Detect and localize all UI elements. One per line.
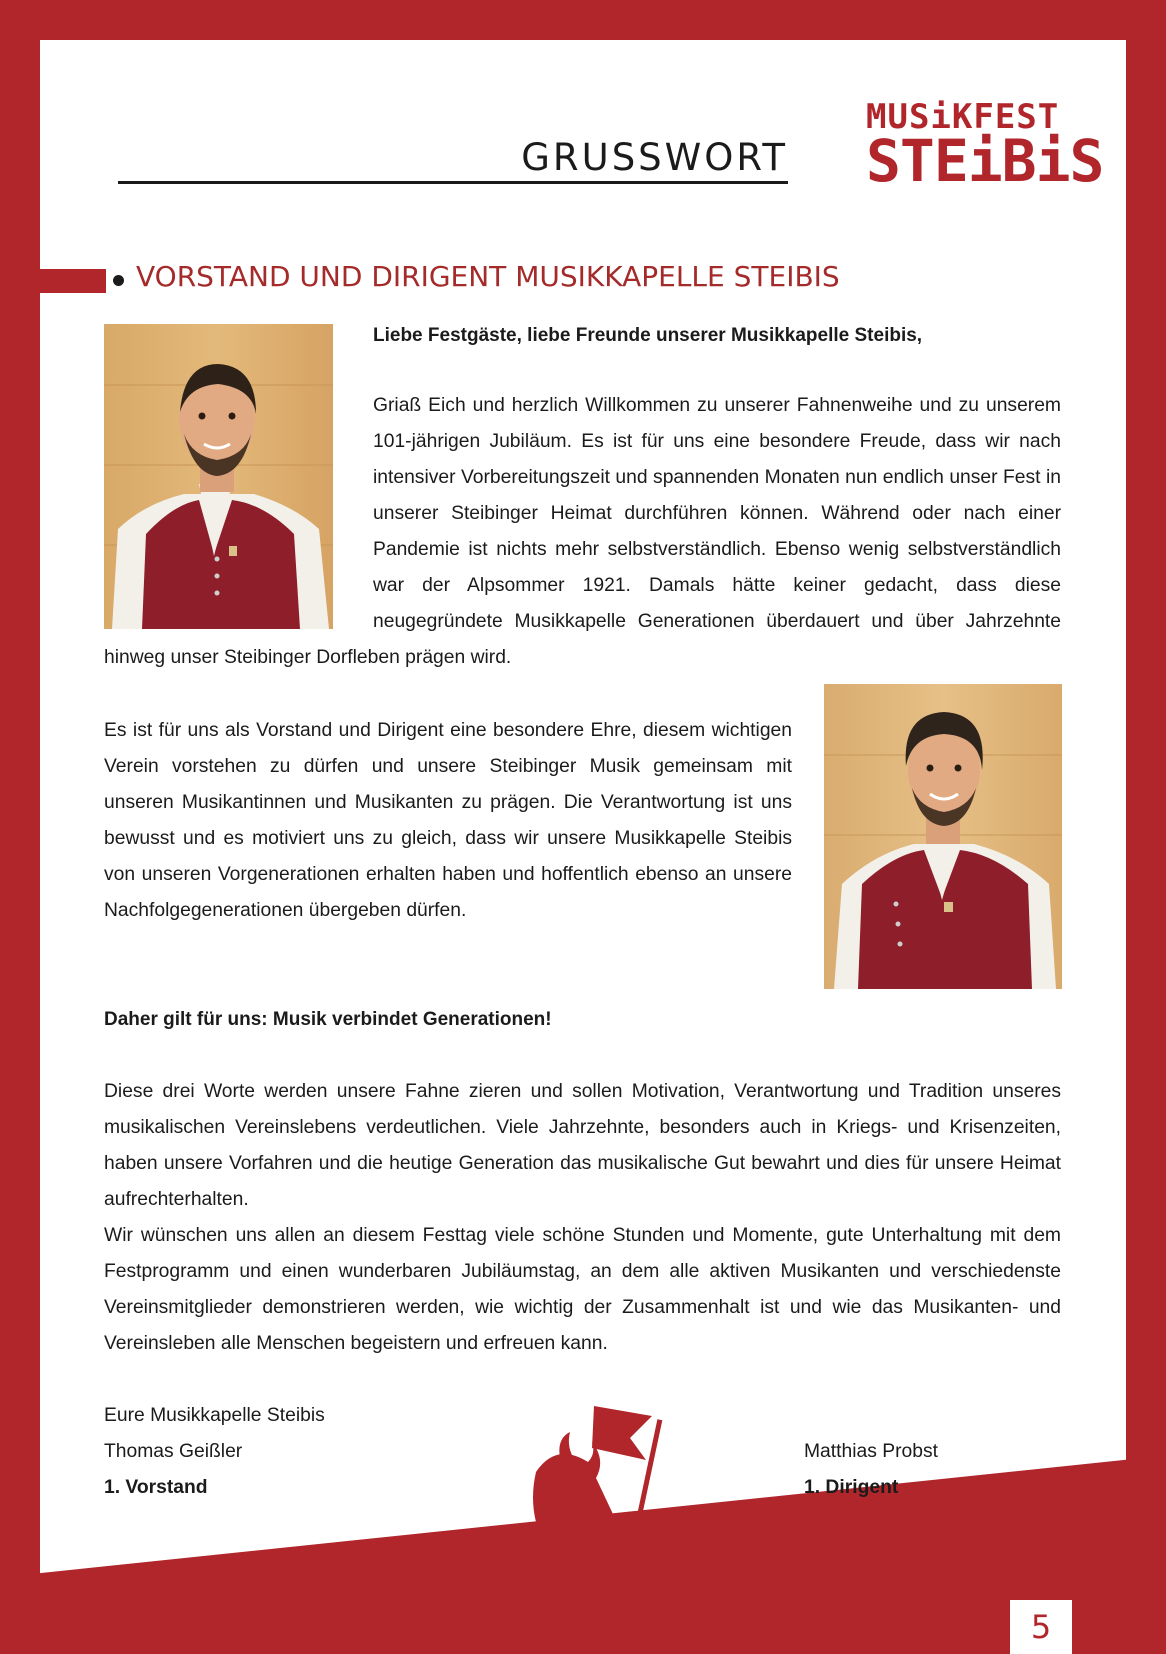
photo-wrap-spacer [104,388,373,636]
letter-paragraphs-3-4 [104,1074,1061,1362]
signature-right [804,1434,938,1506]
signer-role-left: 1. Vorstand [104,1477,208,1498]
paragraph-1-text: Griaß Eich und herzlich Willkommen zu unserer Fahnenweihe und zu unserem 101-jährigen Jubiläum. Es ist für uns eine besondere Freude, dass wir nach intensiver Vorbereitungszeit und spannenden Monaten nun endlich unser Fest in unserer Steibinger Heimat durchführen können. Während oder nach einer Pandemie ist nichts mehr selbstverständlich. Ebenso wenig selbstverständlich war der Alpsommer 1921. Damals hätte keiner gedacht, dass diese neugegründete Musikkapelle Generationen überdauert und über Jahrzehnte hinweg unser Steibinger Dorfleben prägen wird. [104,395,1061,668]
signer-name-right: Matthias Probst [804,1441,938,1462]
paragraph-3-text: Diese drei Worte werden unsere Fahne zieren und sollen Motivation, Verantwortung und Tradition unseres musikalischen Vereinslebens verdeutlichen. Viele Jahrzehnte, besonders auch in Kriegs- und Krisenzeiten, haben unsere Vorfahren und die heutige Generation das musikalische Gut bewahrt und dies für unsere Heimat aufrechterhalten. [104,1081,1061,1210]
letter-paragraph-1 [104,388,1061,676]
section-heading: VORSTAND UND DIRIGENT MUSIKKAPELLE STEIBIS [136,260,840,293]
logo-line-1: MUSiKFEST [866,97,1060,137]
photo-dirigent [824,684,1062,989]
page-title: GRUSSWORT [521,136,788,179]
page-number: 5 [1010,1600,1072,1654]
letter-salutation: Liebe Festgäste, liebe Freunde unserer Musikkapelle Steibis, [373,325,923,346]
logo-line-2: STEiBiS [866,127,1104,195]
section-marker-bar [40,269,106,293]
closing-line: Eure Musikkapelle Steibis [104,1405,325,1426]
signer-role-right: 1. Dirigent [804,1477,899,1498]
musikfest-logo [866,97,1104,195]
letter-motto: Daher gilt für uns: Musik verbindet Generationen! [104,1009,552,1030]
signer-name-left: Thomas Geißler [104,1441,243,1462]
bullet-icon [113,275,124,286]
title-underline [118,181,788,184]
letter-paragraph-2: Es ist für uns als Vorstand und Dirigent eine besondere Ehre, diesem wichtigen Verein vorstehen zu dürfen und unsere Steibinger Musik gemeinsam mit unseren Musikantinnen und Musikanten zu prägen. Die Verantwortung ist uns bewusst und es motiviert uns zu gleich, dass wir unsere Musikkapelle Steibis von unseren Vorgenerationen erhalten haben und hoffentlich ebenso an unsere Nachfolgegenerationen übergeben dürfen. [104,720,792,921]
paragraph-4-text: Wir wünschen uns allen an diesem Festtag viele schöne Stunden und Momente, gute Unterhaltung mit dem Festprogramm und einen wunderbaren Jubiläumstag, an dem alle aktiven Musikanten und verschiedenste Vereinsmitglieder demonstrieren werden, wie wichtig der Zusammenhalt ist und wie das Musikanten- und Vereinsleben alle Menschen begeistern und erfreuen kann. [104,1225,1061,1354]
goat-flag-icon [496,1402,696,1624]
signature-left [104,1398,325,1506]
